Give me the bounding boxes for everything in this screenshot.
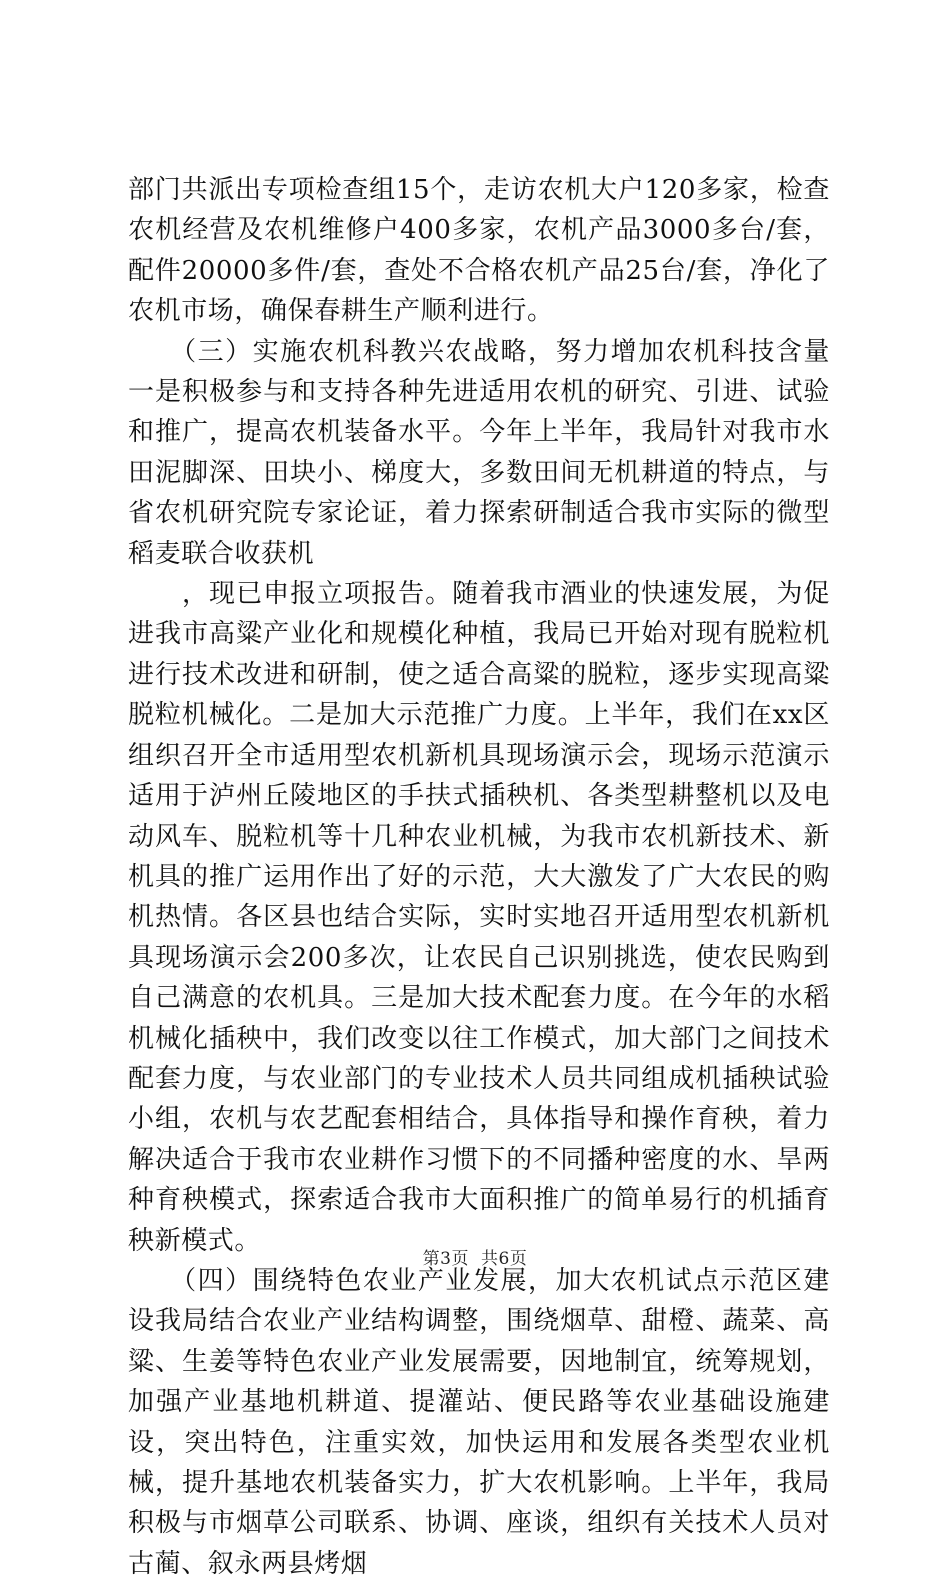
paragraph-section-3-continued: ，现已申报立项报告。随着我市酒业的快速发展，为促进我市高粱产业化和规模化种植，我局已开始对现有脱粒机进行技术改进和研制，使之适合高粱的脱粒，逐步实现高粱脱粒机械化。二是加大示范推广力度。上半年，我们在xx区组织召开全市适用型农机新机具现场演示会，现场示范演示适用于泸州丘陵地区的手扶式插秧机、各类型耕整机以及电动风车、脱粒机等十几种农业机械，为我市农机新技术、新机具的推广运用作出了好的示范，大大激发了广大农民的购机热情。各区县也结合实际，实时实地召开适用型农机新机具现场演示会200多次，让农民自己识别挑选，使农民购到自己满意的农机具。三是加大技术配套力度。在今年的水稻机械化插秧中，我们改变以往工作模式，加大部门之间技术配套力度，与农业部门的专业技术人员共同组成机插秧试验小组，农机与农艺配套相结合，具体指导和操作育秧，着力解决适合于我市农业耕作习惯下的不同播种密度的水、旱两种育秧模式，探索适合我市大面积推广的简单易行的机插育秧新模式。	[128, 579, 830, 1256]
paragraph-inspection-results: 部门共派出专项检查组15个，走访农机大户120多家，检查农机经营及农机维修户400多家，农机产品3000多台/套，配件20000多件/套，查处不合格农机产品25台/套，净化了农机市场，确保春耕生产顺利进行。	[128, 175, 830, 327]
page-number-current: 第3页	[422, 1249, 469, 1269]
paragraph-section-3-tech-strategy: （三）实施农机科教兴农战略，努力增加农机科技含量一是积极参与和支持各种先进适用农机的研究、引进、试验和推广，提高农机装备水平。今年上半年，我局针对我市水田泥脚深、田块小、梯度大，多数田间无机耕道的特点，与省农机研究院专家论证，着力探索研制适合我市实际的微型稻麦联合收获机	[128, 336, 830, 569]
page-number-total: 共6页	[481, 1249, 528, 1269]
paragraph-section-4-demo-zones: （四）围绕特色农业产业发展，加大农机试点示范区建设我局结合农业产业结构调整，围绕烟草、甜橙、蔬菜、高粱、生姜等特色农业产业发展需要，因地制宜，统筹规划，加强产业基地机耕道、提灌站、便民路等农业基础设施建设，突出特色，注重实效，加快运用和发展各类型农业机械，提升基地农机装备实力，扩大农机影响。上半年，我局积极与市烟草公司联系、协调、座谈，组织有关技术人员对古蔺、叙永两县烤烟	[128, 1265, 830, 1579]
document-body	[128, 170, 830, 1584]
page-footer	[0, 1244, 950, 1269]
